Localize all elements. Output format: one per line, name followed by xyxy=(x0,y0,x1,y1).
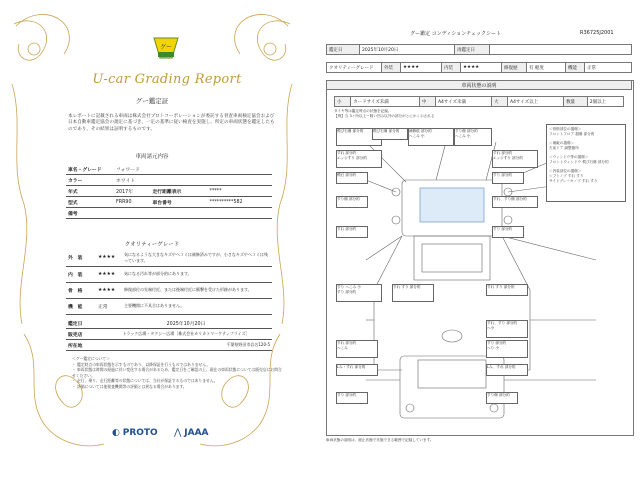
spec-label: 走行距離表示 xyxy=(151,186,208,197)
damage-callout: 飛石 部分的 xyxy=(336,172,368,184)
damage-callout: すり傷 部分的 xyxy=(486,392,518,404)
proto-logo-text: PROTO xyxy=(122,428,158,438)
grading-certificate xyxy=(4,4,300,472)
size-cell: 2個以上 xyxy=(587,97,623,107)
size-cell: A4サイズ以上 xyxy=(508,97,564,107)
proto-logo-icon: ◐ xyxy=(112,428,120,438)
jaaa-logo-icon: ⋀ xyxy=(174,428,182,438)
quality-label: 内 装 xyxy=(66,266,96,282)
dealer-label: 鑑定日 xyxy=(66,318,100,329)
quality-desc: 気になるような大きなキズやヘコミは補修済みですが、小さなキズやヘコミは残っています。 xyxy=(122,250,272,266)
dealer-table xyxy=(66,318,272,351)
grade-label: クオリティーグレード xyxy=(327,63,382,73)
reappraisal-label: 再鑑定日 xyxy=(455,45,490,55)
certificate-intro: 本レポートに記載される車両は株式会社プロトコーポレーションが委託する骨査車両検定協会および日本自動車鑑定協会の規定に基づき、一定の基準に従い検査を実施し、所定の車両状態を鑑定したものであり、その結果は証明するものです。 xyxy=(68,114,275,132)
vehicle-spec-table xyxy=(66,164,272,219)
quality-stars: 正常 xyxy=(96,298,122,314)
quality-desc: 修復部位の先端付近、または後端付近に衝撃を受けた形跡があります。 xyxy=(122,282,272,298)
proto-logo xyxy=(112,428,158,438)
dealer-row xyxy=(66,318,272,329)
grade-row xyxy=(327,63,632,73)
damage-callout: すり へこみ 小 すり 部分的 xyxy=(336,284,382,302)
sheet-title: グー鑑定 コンディションチェックシート xyxy=(410,31,501,37)
date-value: 2025年10月20日 xyxy=(360,45,455,55)
size-cell: 数量 xyxy=(564,97,588,107)
spec-label: 備考 xyxy=(66,208,114,219)
damage-callout: すれ、すり 部分的 へ小 xyxy=(486,320,528,338)
jaaa-logo xyxy=(174,428,209,438)
certificate-notes: ＜グー鑑定について＞ ・ 鑑定時点の車両状態を示すものであり、以降保証を行うものではありません。 ・ 車両状態は時間の経過に伴い変化する場合があるため、鑑定日をご確認の上、現在の車両状態については販売店にお問合せください。 ・ 走行、乗り、走行距離等の状態については、当社が保証するものではありません。 ・ 評価については他検査機関等の評価とは異なる場合があります。 xyxy=(72,356,282,389)
damage-callout: すり傷 部分的 へこみ 小 xyxy=(454,128,492,146)
spec-value: ホワイト xyxy=(114,175,272,186)
date-label: 鑑定日 xyxy=(327,45,360,55)
header-row xyxy=(327,45,632,55)
quality-desc: 気になる汚れ等が部分的にあります。 xyxy=(122,266,272,282)
grade-table xyxy=(326,62,632,73)
damage-callout: 補修痕 部分的 へこみ 小 xyxy=(408,128,454,146)
frame-label: 修復歴 xyxy=(502,63,527,73)
dealer-row xyxy=(66,340,272,351)
quality-label: 外 装 xyxy=(66,250,96,266)
sheet-header-table xyxy=(326,44,632,55)
damage-callout: すり 部分的 xyxy=(492,172,524,184)
quality-row xyxy=(66,250,272,266)
size-legend-table xyxy=(334,96,624,107)
spec-row xyxy=(66,186,272,197)
func-value: 正常 xyxy=(585,63,632,73)
quality-section-title: クオリティーグレード xyxy=(124,242,180,248)
damage-callout: すれ 部分的 エッジすり 部分的 xyxy=(492,150,538,168)
size-cell: 中 xyxy=(419,97,435,107)
ext-label: 外装 xyxy=(382,63,401,73)
frame-value: 有 軽度 xyxy=(527,63,566,73)
damage-callout: すれ 部分的 へこみ xyxy=(336,340,378,358)
func-label: 機能 xyxy=(566,63,585,73)
quality-row xyxy=(66,282,272,298)
goo-badge-logo xyxy=(152,36,180,60)
spec-label: 年式 xyxy=(66,186,114,197)
dealer-row xyxy=(66,329,272,340)
size-cell: A4サイズ未満 xyxy=(435,97,491,107)
damage-callout: 飛び石傷 部分的 xyxy=(336,128,382,146)
int-value: ★★★★ xyxy=(461,63,502,73)
spec-value: 2017年 xyxy=(114,186,151,197)
sheet-id: R36725J2001 xyxy=(580,30,614,36)
size-cell: 大 xyxy=(491,97,507,107)
quality-stars: ★★★★ xyxy=(96,266,122,282)
dealer-location: 千葉県野田市岩名120-5 xyxy=(100,340,272,351)
damage-callout: すり 部分的 へり 小 xyxy=(486,340,528,358)
spec-label: 型式 xyxy=(66,197,114,208)
side-damage-notes: ＜骨格部位の損傷＞ フロントフロア 損傷 部分的 ＜補鈑の損傷＞ 左前ドア 調整箇所 ＜ウィンドウ等の損傷＞ フロントウィンドウ 飛び石傷 部分的 ＜内装部位の損傷＞ シフトノブ すれ すり サイドブレーキノブ すれ すり xyxy=(546,124,626,202)
damage-callout: すれ すり 部分的 xyxy=(486,284,528,296)
damage-callout: 飛び石傷 部分的 xyxy=(372,128,408,140)
vehicle-state-header: 車両状態の説明 xyxy=(326,80,632,90)
spec-value: ***** xyxy=(207,186,272,197)
damage-callout: すり 部分的 xyxy=(492,226,524,238)
dealer-label: 販売店 xyxy=(66,329,100,340)
ext-value: ★★★★ xyxy=(401,63,442,73)
damage-callout: すり傷 部分的 xyxy=(336,196,368,208)
size-legend-row xyxy=(335,97,624,107)
quality-desc: 主要機関に不具合はありません。 xyxy=(122,298,272,314)
spec-value: **********582 xyxy=(207,197,272,208)
appraisal-date: 2025年10月20日 xyxy=(100,318,272,329)
spec-label: カラー xyxy=(66,175,114,186)
size-cell: 小 xyxy=(335,97,351,107)
damage-callout: Lみ・すれ 部分的 xyxy=(336,364,378,376)
quality-stars: ★★★★ xyxy=(96,250,122,266)
spec-row xyxy=(66,197,272,208)
legend-note-1: タイヤ等は鑑定時点の状態を記録。 xyxy=(334,109,392,113)
reappraisal-value xyxy=(490,45,632,55)
svg-text:グー: グー xyxy=(159,44,173,51)
dealer-name: トラック広場・タクシー広場［株式会社カリカトマーケティプライズ］ xyxy=(100,329,272,340)
quality-row xyxy=(66,298,272,314)
spec-value: FRR90 xyxy=(114,197,151,208)
size-cell: カードサイズ未満 xyxy=(351,97,420,107)
quality-stars: ★★★★ xyxy=(96,282,122,298)
vehicle-section-title: 車両諸元内容 xyxy=(135,154,169,160)
spec-row xyxy=(66,208,272,219)
quality-label: 骨 格 xyxy=(66,282,96,298)
damage-callout: すれ すり 部分的 xyxy=(392,284,434,302)
spec-value: フォワード xyxy=(114,164,272,175)
int-label: 内装 xyxy=(442,63,461,73)
damage-callout: すれ 部分的 エッジすり 部分的 xyxy=(336,150,382,168)
quality-row xyxy=(66,266,272,282)
damage-callout: すり 部分的 xyxy=(336,392,368,404)
quality-table xyxy=(66,250,272,315)
spec-label: 車台番号 xyxy=(151,197,208,208)
quality-label: 機 能 xyxy=(66,298,96,314)
damage-callout: Lみ、すれ 部分的 xyxy=(486,364,528,376)
certificate-subtitle: グー鑑定証 xyxy=(135,97,169,105)
spec-row xyxy=(66,175,272,186)
certificate-title: U-car Grading Report xyxy=(92,72,242,87)
damage-callout: すれ 部分的 xyxy=(336,226,368,238)
dealer-label: 所在地 xyxy=(66,340,100,351)
jaaa-logo-text: JAAA xyxy=(184,428,209,438)
sheet-footer-note: 車両状態の説明は、経止状態で実施できる範囲で記録しています。 xyxy=(326,438,434,442)
damage-callout: すれ、すり傷 部分的 xyxy=(492,196,538,208)
legend-note-2: 【例】当 3ヶ所以上ー軽い凹み以外の部分がとにかく示される xyxy=(334,114,435,118)
spec-label: 車名・グレード xyxy=(66,164,114,175)
spec-row xyxy=(66,164,272,175)
